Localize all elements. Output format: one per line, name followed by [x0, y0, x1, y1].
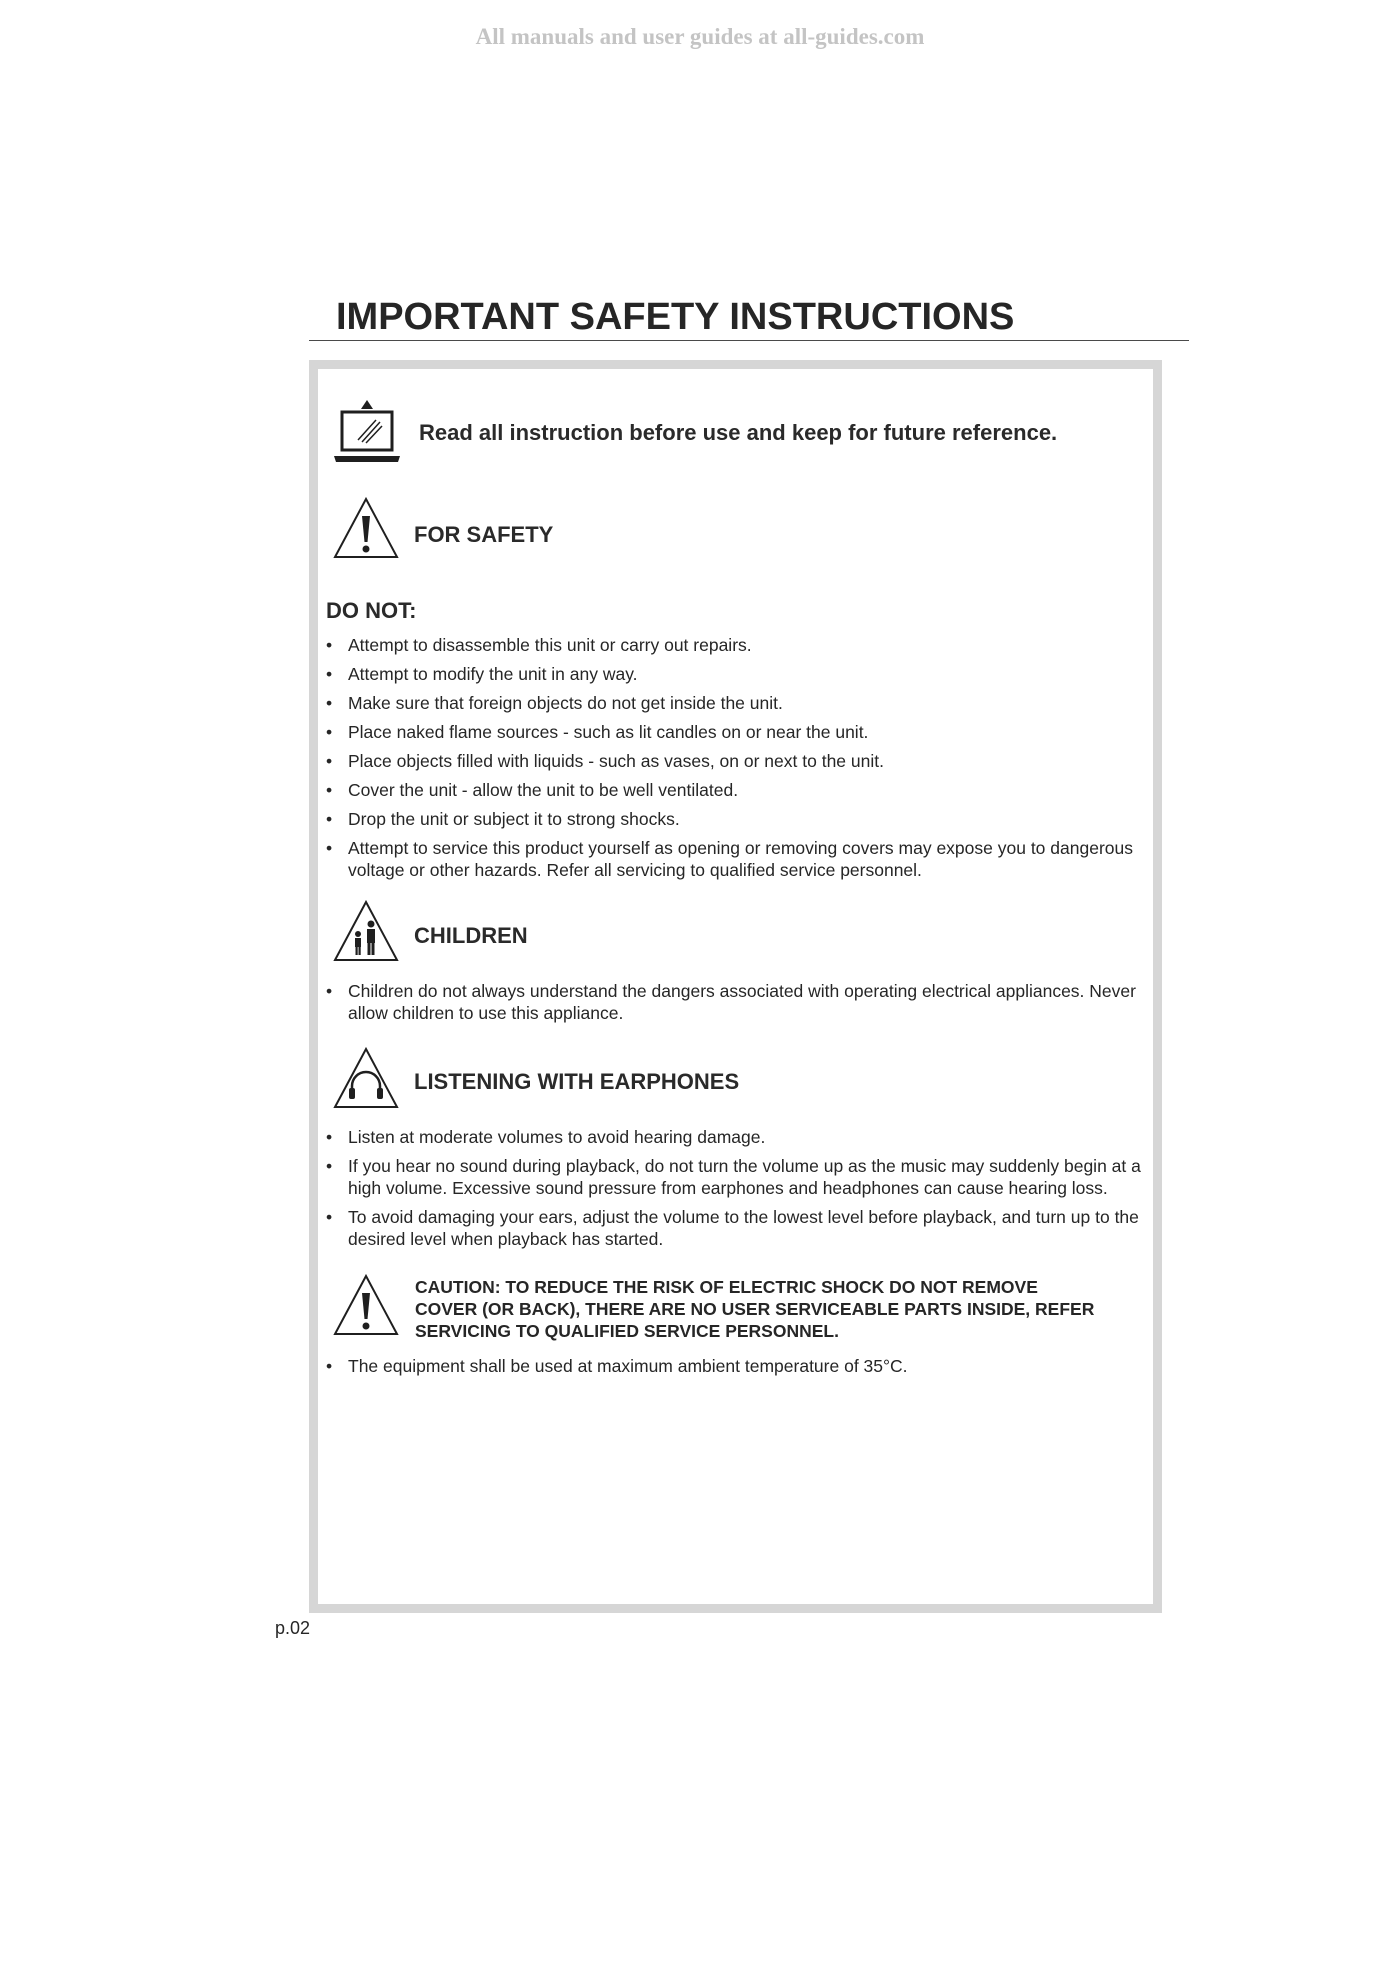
page-title: IMPORTANT SAFETY INSTRUCTIONS	[336, 296, 1015, 338]
caution-line: CAUTION: TO REDUCE THE RISK OF ELECTRIC SHOCK DO NOT REMOVE	[415, 1277, 1038, 1297]
title-divider	[309, 340, 1189, 341]
safety-heading: FOR SAFETY	[414, 522, 554, 547]
list-item: • Place objects filled with liquids - such as vases, on or next to the unit.	[326, 750, 1148, 772]
children-warning-icon	[332, 899, 400, 963]
do-not-label: DO NOT:	[326, 598, 417, 623]
list-item: • To avoid damaging your ears, adjust the volume to the lowest level before playback, and turn up to the desired level when playback has started.	[326, 1206, 1148, 1250]
intro-text: Read all instruction before use and keep for future reference.	[419, 420, 1058, 445]
list-item: • Attempt to modify the unit in any way.	[326, 663, 1148, 685]
list-item: • Attempt to disassemble this unit or carry out repairs.	[326, 634, 1148, 656]
safety-list	[326, 634, 1148, 888]
list-item: • Make sure that foreign objects do not get inside the unit.	[326, 692, 1148, 714]
list-item: • Place naked flame sources - such as lit candles on or near the unit.	[326, 721, 1148, 743]
list-item: • Listen at moderate volumes to avoid hearing damage.	[326, 1126, 1148, 1148]
caution-line: COVER (OR BACK), THERE ARE NO USER SERVICEABLE PARTS INSIDE, REFER	[415, 1299, 1095, 1319]
caution-list	[326, 1355, 1148, 1384]
page-number: p.02	[275, 1618, 311, 1638]
watermark: All manuals and user guides at all-guides.com	[475, 24, 925, 49]
list-item: • Attempt to service this product yourself as opening or removing covers may expose you to dangerous voltage or other hazards. Refer all servicing to qualified service personnel.	[326, 837, 1148, 881]
caution-text	[415, 1276, 1145, 1342]
manual-book-icon	[332, 398, 402, 466]
earphones-list	[326, 1126, 1148, 1257]
children-heading: CHILDREN	[414, 923, 528, 948]
earphones-heading: LISTENING WITH EARPHONES	[414, 1069, 740, 1094]
headphones-warning-icon	[332, 1046, 400, 1110]
list-item: • Children do not always understand the dangers associated with operating electrical appliances. Never allow children to use this appliance.	[326, 980, 1148, 1024]
list-item: • Cover the unit - allow the unit to be well ventilated.	[326, 779, 1148, 801]
warning-exclamation-icon	[332, 1273, 400, 1337]
list-item: • The equipment shall be used at maximum ambient temperature of 35°C.	[326, 1355, 1148, 1377]
list-item: • Drop the unit or subject it to strong shocks.	[326, 808, 1148, 830]
list-item: • If you hear no sound during playback, do not turn the volume up as the music may suddenly begin at a high volume. Excessive sound pressure from earphones and headphones can cause hearing loss.	[326, 1155, 1148, 1199]
children-list	[326, 980, 1148, 1031]
warning-exclamation-icon	[332, 496, 400, 560]
caution-line: SERVICING TO QUALIFIED SERVICE PERSONNEL.	[415, 1321, 839, 1341]
